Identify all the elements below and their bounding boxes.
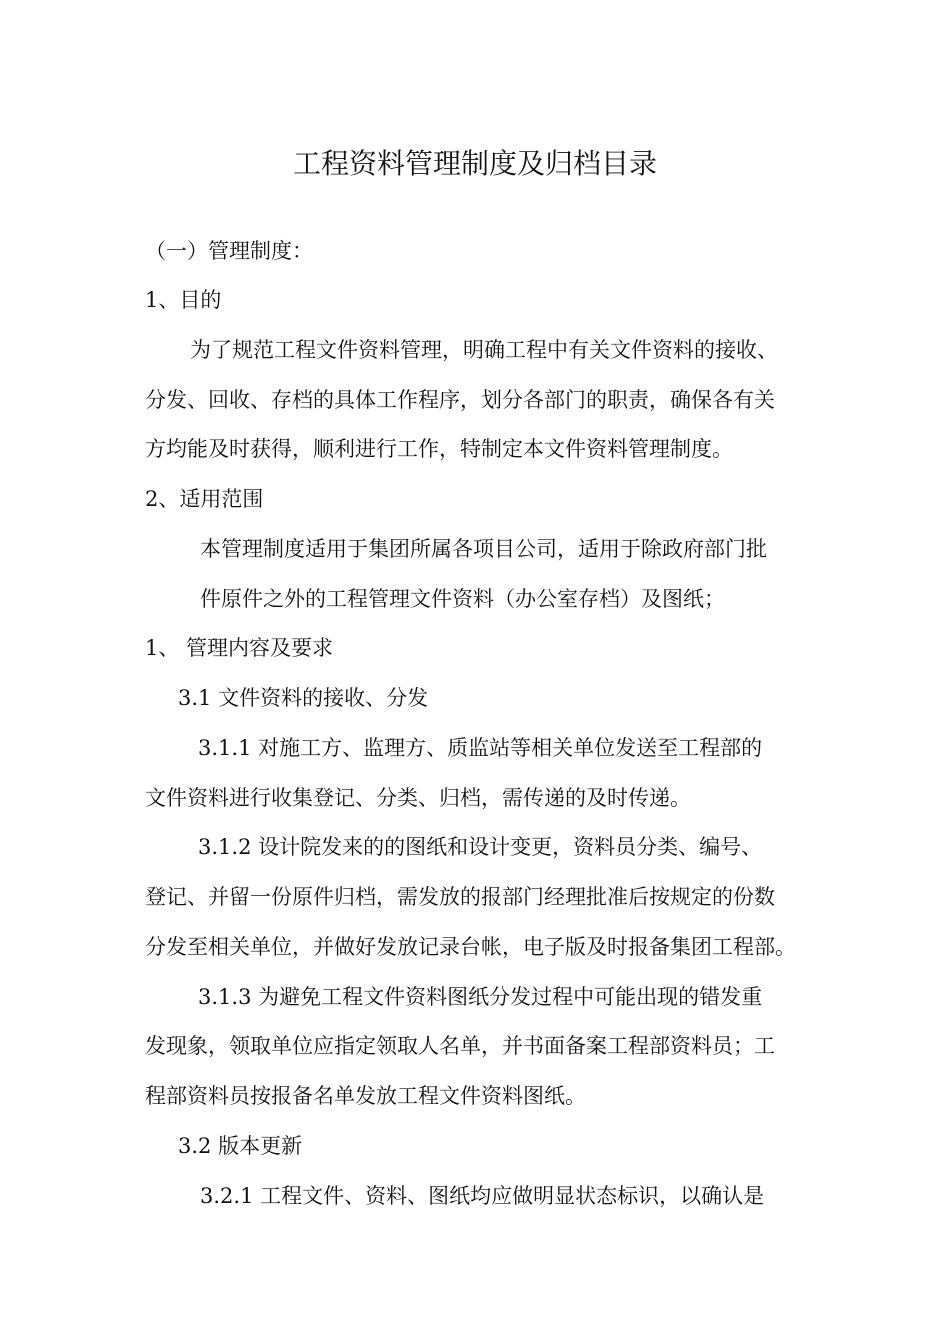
paragraph-line: 发现象，领取单位应指定领取人名单，并书面备案工程部资料员；工 (145, 1034, 775, 1058)
paragraph-line: 分发、回收、存档的具体工作程序，划分各部门的职责，确保各有关 (145, 388, 775, 412)
subsection-heading: 3.2 版本更新 (178, 1134, 303, 1158)
paragraph-line: 件原件之外的工程管理文件资料（办公室存档）及图纸； (200, 587, 725, 611)
paragraph-line: 方均能及时获得，顺利进行工作，特制定本文件资料管理制度。 (145, 437, 733, 461)
paragraph-line: 3.1.1 对施工方、监理方、质监站等相关单位发送至工程部的 (198, 736, 763, 760)
paragraph-line: 3.1.3 为避免工程文件资料图纸分发过程中可能出现的错发重 (198, 985, 763, 1009)
section-heading: 1、目的 (145, 288, 222, 312)
section-heading: 2、适用范围 (145, 487, 264, 511)
paragraph-line: 3.1.2 设计院发来的的图纸和设计变更，资料员分类、编号、 (198, 835, 763, 859)
paragraph-line: 文件资料进行收集登记、分类、归档，需传递的及时传递。 (145, 786, 691, 810)
paragraph-line: 3.2.1 工程文件、资料、图纸均应做明显状态标识，以确认是 (200, 1184, 765, 1208)
paragraph-line: 分发至相关单位，并做好发放记录台帐，电子版及时报备集团工程部。 (145, 935, 796, 959)
paragraph-line: 程部资料员按报备名单发放工程文件资料图纸。 (145, 1084, 586, 1108)
paragraph-line: 登记、并留一份原件归档，需发放的报部门经理批准后按规定的份数 (145, 885, 775, 909)
page-title: 工程资料管理制度及归档目录 (292, 147, 657, 180)
subsection-heading: 3.1 文件资料的接收、分发 (178, 686, 429, 710)
paragraph-line: 为了规范工程文件资料管理，明确工程中有关文件资料的接收、 (190, 338, 778, 362)
paragraph-line: 本管理制度适用于集团所属各项目公司，适用于除政府部门批 (200, 537, 767, 561)
section-heading: （一）管理制度： (145, 239, 313, 263)
section-heading: 1、 管理内容及要求 (145, 636, 334, 660)
